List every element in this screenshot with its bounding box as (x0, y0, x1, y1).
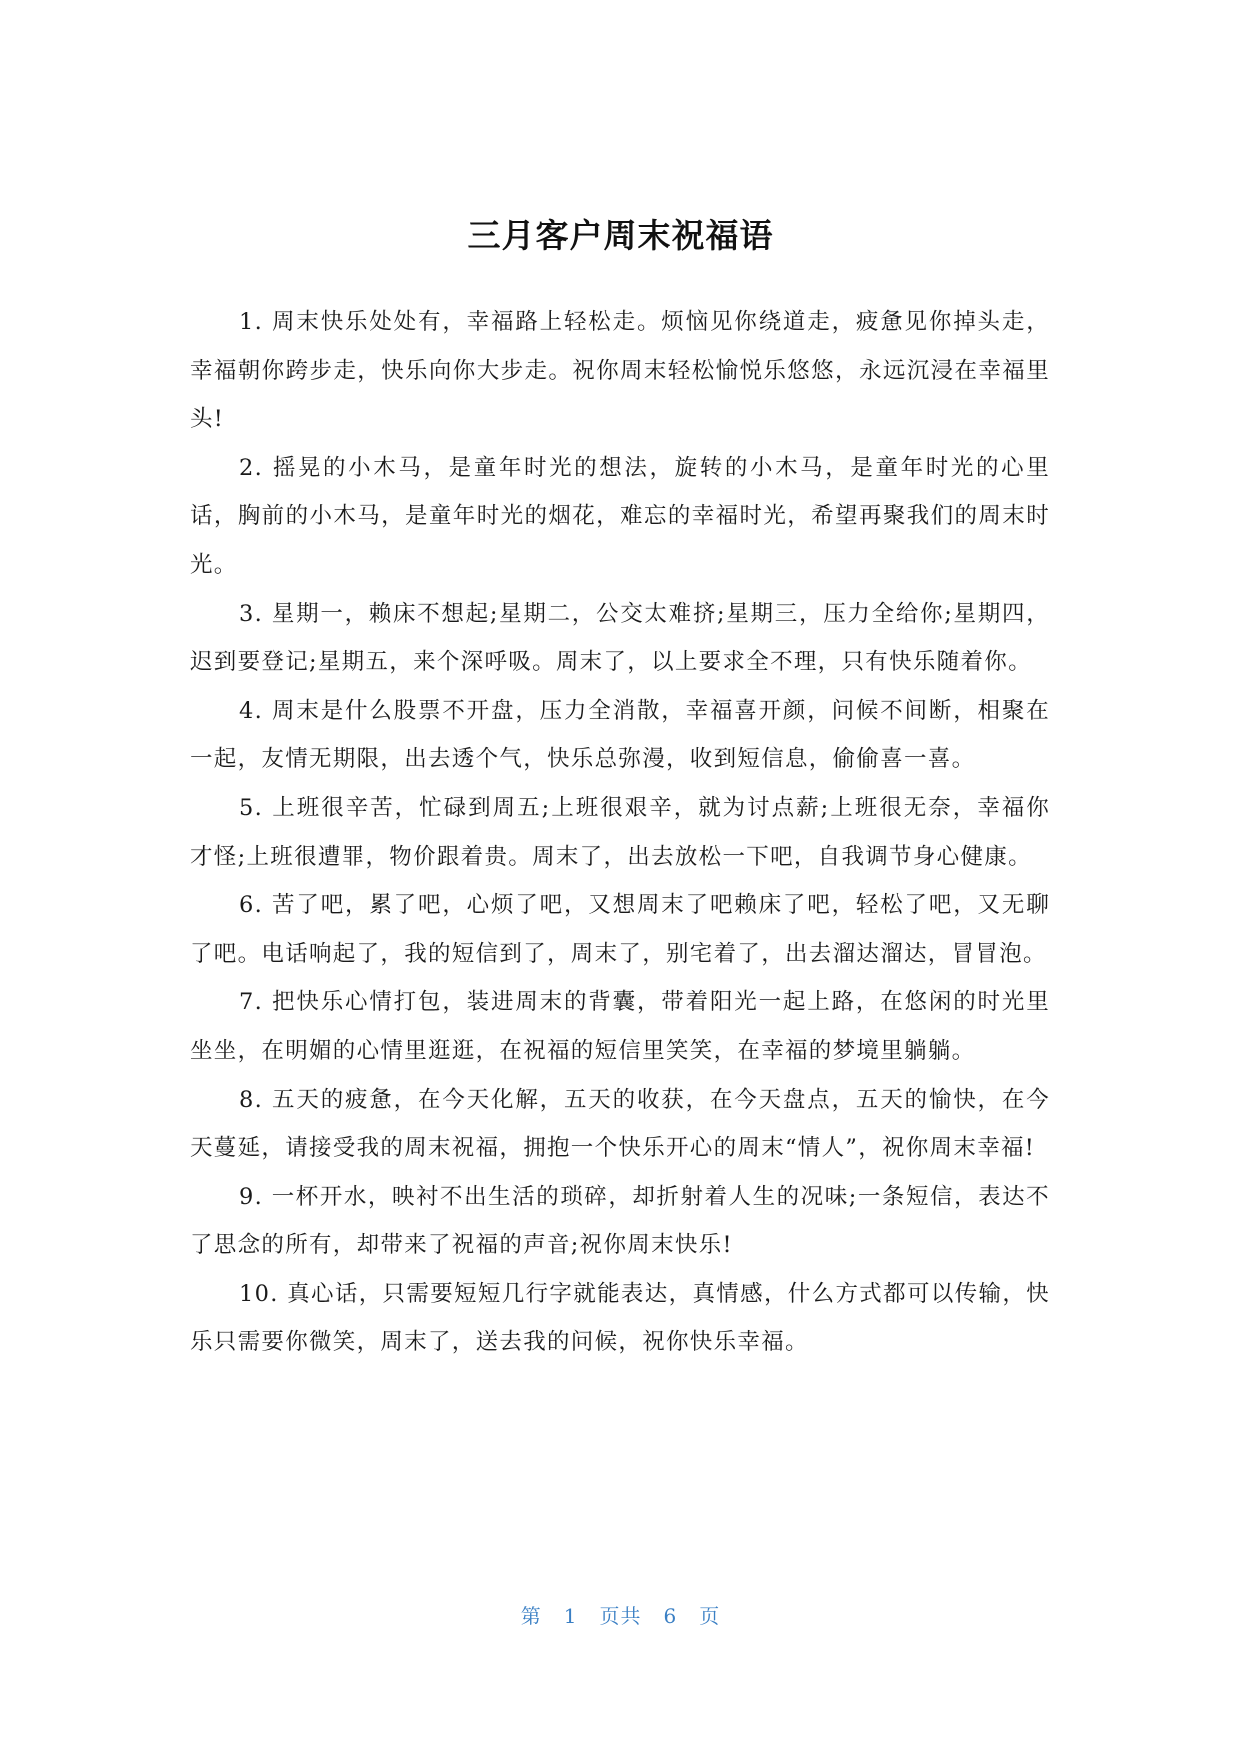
footer-suffix: 页 (699, 1604, 721, 1628)
footer-middle: 页共 (599, 1604, 642, 1628)
footer-current-page: 1 (563, 1604, 578, 1628)
paragraph-2: 2. 摇晃的小木马，是童年时光的想法，旋转的小木马，是童年时光的心里话，胸前的小木马，是童年时光的烟花，难忘的幸福时光，希望再聚我们的周末时光。 (190, 454, 1050, 578)
paragraph-4: 4. 周末是什么股票不开盘，压力全消散，幸福喜开颜，问候不间断，相聚在一起，友情无期限，出去透个气，快乐总弥漫，收到短信息，偷偷喜一喜。 (190, 697, 1050, 773)
paragraph-9: 9. 一杯开水，映衬不出生活的琐碎，却折射着人生的况味;一条短信，表达不了思念的所有，却带来了祝福的声音;祝你周末快乐! (190, 1183, 1050, 1259)
paragraph-10: 10. 真心话，只需要短短几行字就能表达，真情感，什么方式都可以传输，快乐只需要你微笑，周末了，送去我的问候，祝你快乐幸福。 (190, 1280, 1050, 1356)
document-body (190, 298, 1050, 1367)
paragraph-6: 6. 苦了吧，累了吧，心烦了吧，又想周末了吧赖床了吧，轻松了吧，又无聊了吧。电话响起了，我的短信到了，周末了，别宅着了，出去溜达溜达，冒冒泡。 (190, 892, 1050, 967)
footer-prefix: 第 (520, 1604, 542, 1628)
paragraph-1: 1. 周末快乐处处有，幸福路上轻松走。烦恼见你绕道走，疲惫见你掉头走，幸福朝你跨步走，快乐向你大步走。祝你周末轻松愉悦乐悠悠，永远沉浸在幸福里头! (190, 309, 1050, 433)
paragraph-7: 7. 把快乐心情打包，装进周末的背囊，带着阳光一起上路，在悠闲的时光里坐坐，在明媚的心情里逛逛，在祝福的短信里笑笑，在幸福的梦境里躺躺。 (190, 989, 1050, 1064)
paragraph-3: 3. 星期一，赖床不想起;星期二，公交太难挤;星期三，压力全给你;星期四，迟到要登记;星期五，来个深呼吸。周末了，以上要求全不理，只有快乐随着你。 (190, 600, 1050, 676)
page-footer (0, 1600, 1241, 1629)
paragraph-5: 5. 上班很辛苦，忙碌到周五;上班很艰辛，就为讨点薪;上班很无奈，幸福你才怪;上班很遭罪，物价跟着贵。周末了，出去放松一下吧，自我调节身心健康。 (190, 794, 1050, 870)
paragraph-8: 8. 五天的疲惫，在今天化解，五天的收获，在今天盘点，五天的愉快，在今天蔓延，请接受我的周末祝福，拥抱一个快乐开心的周末“情人”，祝你周末幸福! (190, 1086, 1050, 1162)
document-title: 三月客户周末祝福语 (467, 216, 774, 256)
footer-total-pages: 6 (663, 1604, 678, 1628)
